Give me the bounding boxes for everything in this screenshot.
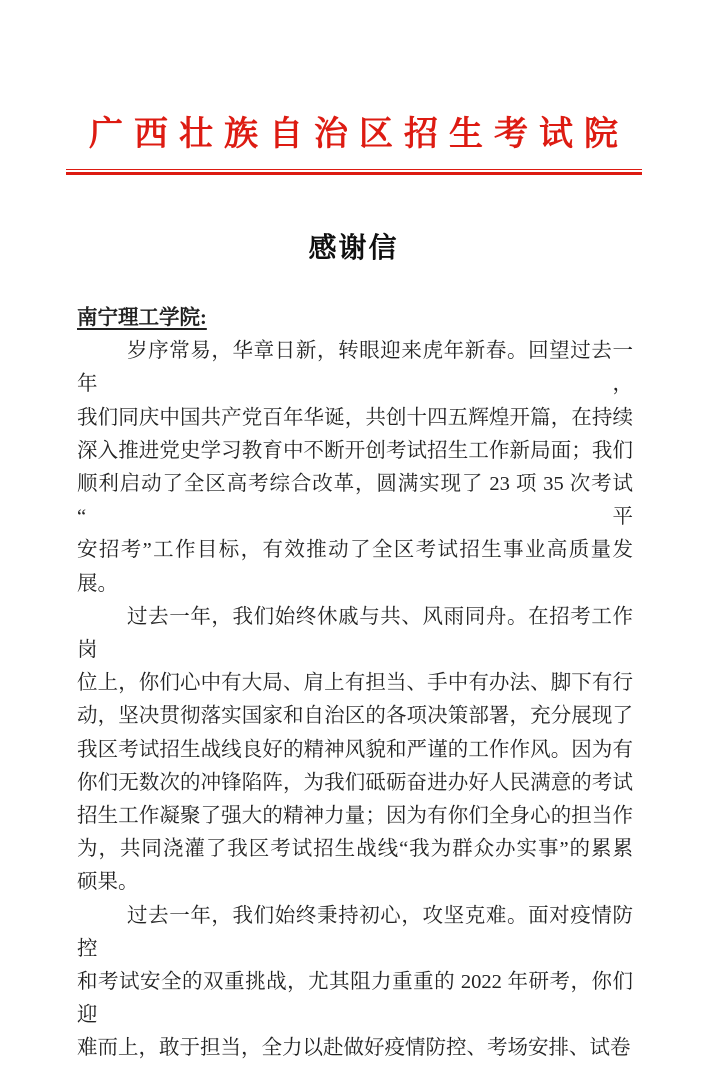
letter-line: 为，共同浇灌了我区考试招生战线“我为群众办实事”的累累 [77, 838, 633, 861]
letter-line: 难而上，敢于担当，全力以赴做好疫情防控、考场安排、试卷 [77, 1037, 631, 1060]
letter-line: 招生工作凝聚了强大的精神力量；因为有你们全身心的担当作 [77, 805, 633, 828]
letter-line: 深入推进党史学习教育中不断开创考试招生工作新局面；我们 [77, 439, 633, 462]
letter-line: 位上，你们心中有大局、肩上有担当、手中有办法、脚下有行 [77, 672, 633, 695]
salutation-recipient: 南宁理工学院: [77, 307, 207, 329]
letter-line: 过去一年，我们始终秉持初心，攻坚克难。面对疫情防控 [77, 904, 633, 960]
letterhead-divider-rule [66, 169, 642, 175]
letter-line: 硕果。 [77, 871, 139, 894]
letter-line: 安招考”工作目标，有效推动了全区考试招生事业高质量发展。 [77, 539, 633, 595]
letter-line: 和考试安全的双重挑战，尤其阻力重重的 2022 年研考，你们迎 [77, 971, 633, 1027]
letter-line: 你们无数次的冲锋陷阵，为我们砥砺奋进办好人民满意的考试 [77, 771, 633, 794]
letter-line: 动，坚决贯彻落实国家和自治区的各项决策部署，充分展现了 [77, 705, 633, 728]
letterhead-org-name: 广西壮族自治区招生考试院 [89, 116, 629, 153]
letter-line: 过去一年，我们始终休戚与共、风雨同舟。在招考工作岗 [77, 605, 633, 662]
salutation-line [77, 302, 633, 335]
letter-title: 感谢信 [308, 233, 399, 264]
letter-line: 我区考试招生战线良好的精神风貌和严谨的工作作风。因为有 [77, 738, 633, 761]
letter-line: 岁序常易，华章日新，转眼迎来虎年新春。回望过去一年， [77, 340, 633, 396]
letter-content [77, 302, 633, 1066]
letter-body [77, 335, 633, 1065]
letter-line: 顺利启动了全区高考综合改革，圆满实现了 23 项 35 次考试“平 [77, 473, 633, 529]
letter-line: 我们同庆中国共产党百年华诞，共创十四五辉煌开篇，在持续 [77, 406, 633, 429]
